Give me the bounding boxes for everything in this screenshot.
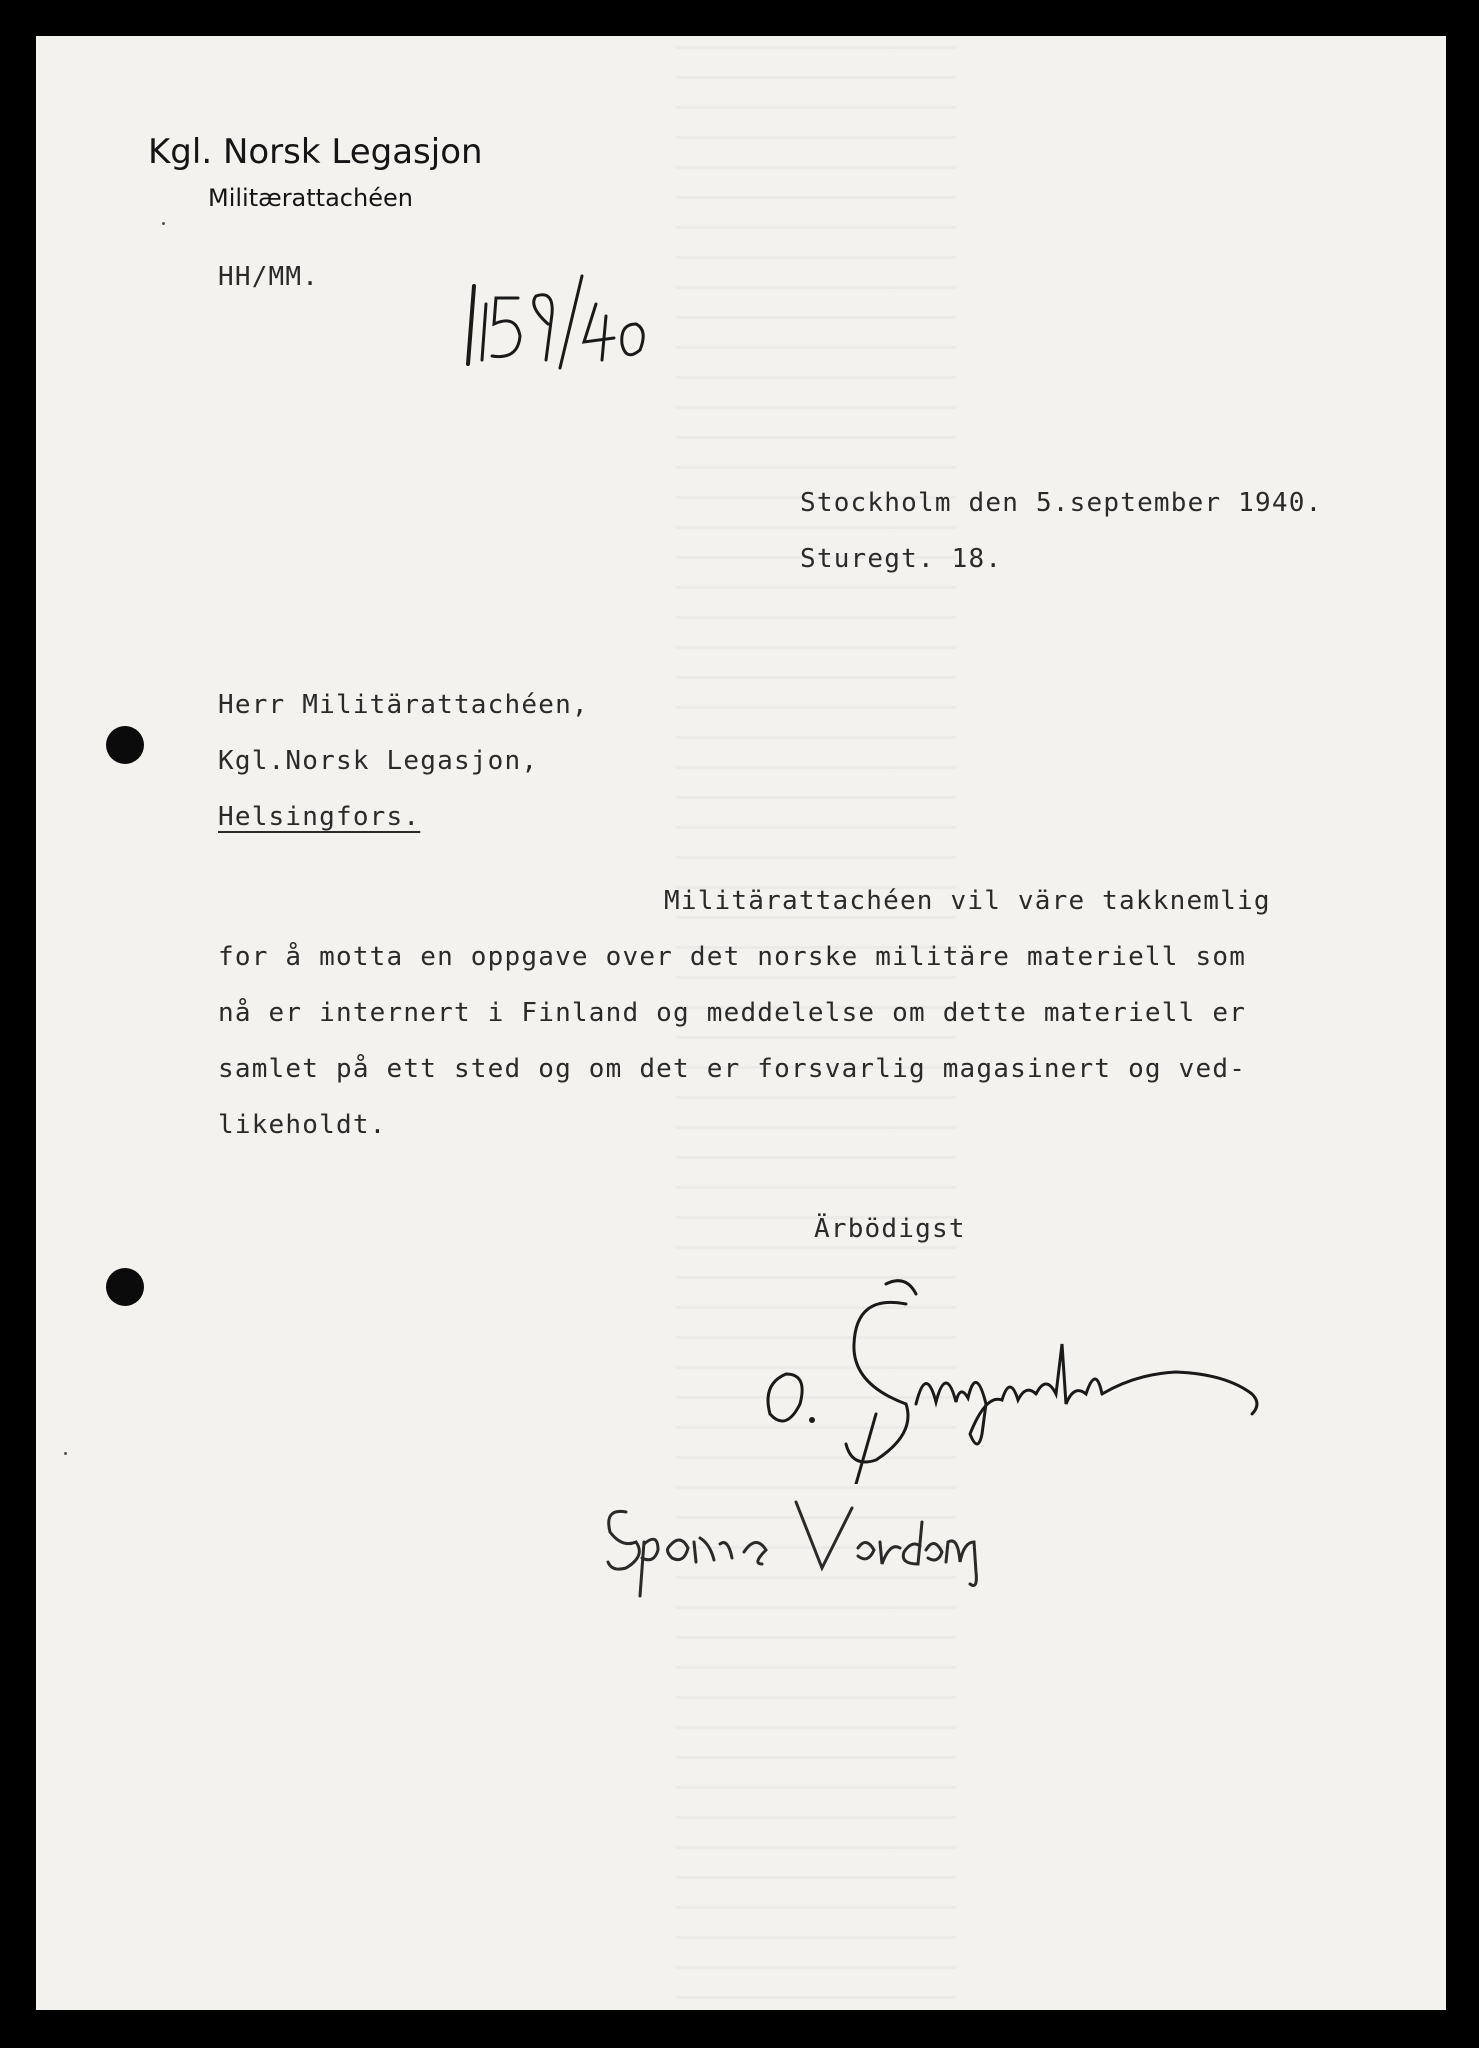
punch-hole xyxy=(106,726,144,764)
recipient-line: Herr Militärattachéen, xyxy=(218,690,589,720)
letterhead-title: Kgl. Norsk Legasjon xyxy=(148,132,483,172)
body-line: for å motta en oppgave over det norske militäre materiell som xyxy=(218,942,1247,972)
body-line: likeholdt. xyxy=(218,1110,387,1140)
handwritten-reference xyxy=(456,264,656,374)
body-line: Militärattachéen vil väre takknemlig xyxy=(664,886,1271,916)
punch-hole xyxy=(106,1268,144,1306)
handwritten-note xyxy=(596,1472,996,1602)
signature xyxy=(756,1264,1276,1484)
paper-speck xyxy=(64,1452,67,1455)
body-line: nå er internert i Finland og meddelelse om dette materiell er xyxy=(218,998,1247,1028)
recipient-line: Kgl.Norsk Legasjon, xyxy=(218,746,539,776)
letter-page xyxy=(36,36,1446,2010)
address-line: Sturegt. 18. xyxy=(800,544,1003,574)
letterhead-subtitle: Militærattachéen xyxy=(208,184,413,212)
date-line: Stockholm den 5.september 1940. xyxy=(800,488,1323,518)
closing: Ärbödigst xyxy=(814,1214,966,1244)
reference-code: HH/MM. xyxy=(218,262,320,292)
recipient-city: Helsingfors. xyxy=(218,802,421,832)
paper-speck xyxy=(162,222,165,225)
body-line: samlet på ett sted og om det er forsvarlig magasinert og ved- xyxy=(218,1054,1247,1084)
watermark xyxy=(676,46,956,2010)
